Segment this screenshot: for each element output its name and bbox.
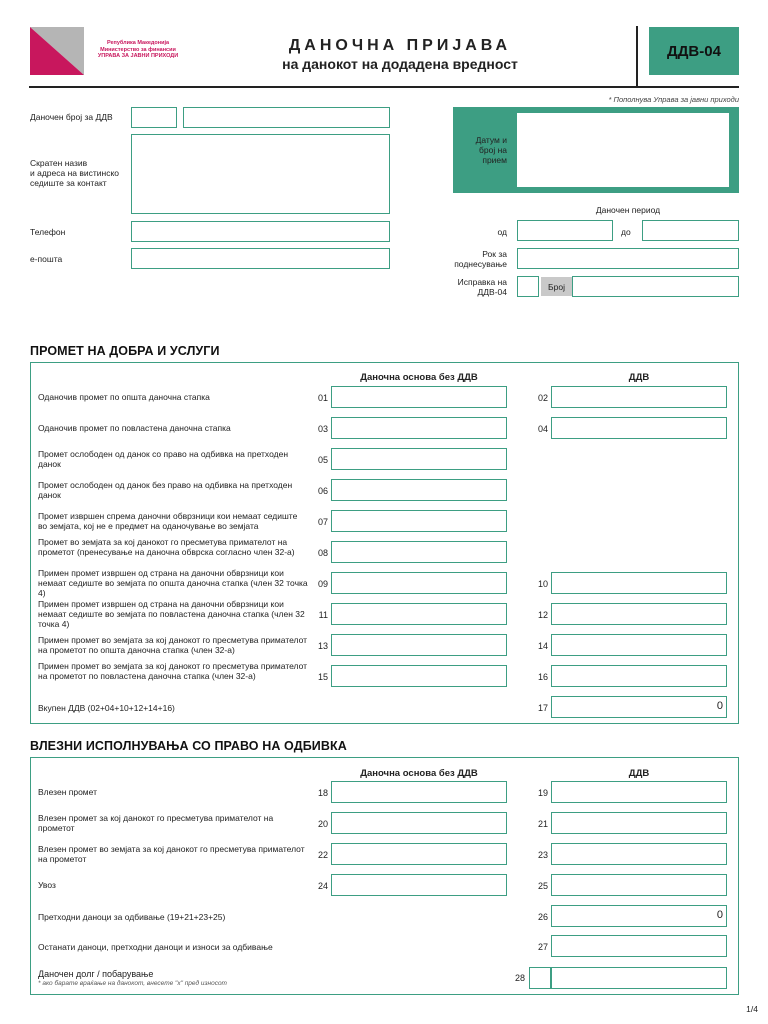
total-vat-label: Вкупен ДДВ (02+04+10+12+14+16) [38, 703, 175, 713]
prev-taxes-value: 0 [716, 909, 723, 921]
header-rule [29, 86, 739, 88]
row-base-number: 06 [317, 486, 328, 496]
row-vat-number: 02 [537, 393, 548, 403]
row-base-number: 07 [317, 517, 328, 527]
row-base-number: 03 [317, 424, 328, 434]
row-vat-field[interactable] [551, 572, 727, 594]
row-vat-field[interactable] [551, 603, 727, 625]
row-base-field[interactable] [331, 843, 507, 865]
row-label: Промет во земјата за кој данокот го пресметува примателот на прометот (пренесување на даночна обврска согласно член 32-а) [38, 537, 295, 557]
row-vat-field[interactable] [551, 665, 727, 687]
row-vat-field[interactable] [551, 417, 727, 439]
row-vat-number: 04 [537, 424, 548, 434]
row-label: Промет ослободен од данок без право на одбивка на претходен данок [38, 480, 293, 500]
row-base-field[interactable] [331, 417, 507, 439]
debt-label: Даночен долг / побарување [38, 969, 154, 979]
org-line-1: Република Македонија [106, 40, 170, 46]
org-line-3: УПРАВА ЗА ЈАВНИ ПРИХОДИ [97, 53, 179, 59]
section1-title: ПРОМЕТ НА ДОБРА И УСЛУГИ [30, 344, 220, 358]
name-address-label: Скратен назив и адреса на вистинско седиште за контакт [30, 158, 120, 188]
receipt-field[interactable] [517, 113, 729, 187]
row-vat-field[interactable] [551, 812, 727, 834]
row-base-field[interactable] [331, 603, 507, 625]
row-base-number: 22 [317, 850, 328, 860]
section1-col-vat: ДДВ [628, 372, 650, 383]
row-vat-number: 19 [537, 788, 548, 798]
other-taxes-field[interactable] [551, 935, 727, 957]
form-code: ДДВ-04 [667, 42, 721, 60]
logo [30, 27, 84, 75]
phone-field[interactable] [131, 221, 390, 242]
row-base-field[interactable] [331, 874, 507, 896]
row-label: Примен промет извршен од страна на даночни обврзници кои немаат седиште во земјата по повластена даночна стапка (член 32 точка 4) [38, 599, 305, 629]
row-label: Промет ослободен од данок со право на одбивка на претходен данок [38, 449, 289, 469]
name-address-field[interactable] [131, 134, 390, 214]
correction-number-field[interactable] [572, 276, 739, 297]
row-base-number: 13 [317, 641, 328, 651]
total-vat-value: 0 [716, 700, 723, 712]
period-to-field[interactable] [642, 220, 739, 241]
prev-taxes-label: Претходни даноци за одбивање (19+21+23+25) [38, 912, 226, 922]
office-note: * Пополнува Управа за јавни приходи [608, 95, 739, 104]
number-tag-label: Број [548, 281, 565, 292]
email-label: е-пошта [30, 254, 63, 264]
org-name [88, 40, 188, 60]
row-base-field[interactable] [331, 812, 507, 834]
page-number: 1/4 [746, 1004, 758, 1014]
email-field[interactable] [131, 248, 390, 269]
correction-checkbox[interactable] [517, 276, 539, 297]
row-base-field[interactable] [331, 510, 507, 532]
row-base-field[interactable] [331, 665, 507, 687]
total-vat-num: 17 [537, 703, 548, 713]
page-title: ДАНОЧНА ПРИЈАВА [288, 37, 512, 54]
row-base-number: 01 [317, 393, 328, 403]
row-label: Оданочив промет по општа даночна стапка [38, 392, 210, 402]
row-base-number: 18 [317, 788, 328, 798]
correction-label: Исправка на ДДВ-04 [457, 277, 507, 297]
row-label: Увоз [38, 880, 56, 890]
row-label: Примен промет во земјата за кој данокот го пресметува примателот на прометот по повластена даночна стапка (член 32-а) [38, 661, 308, 681]
section2-col-base: Даночна основа без ДДВ [360, 768, 478, 779]
row-vat-number: 23 [537, 850, 548, 860]
section2-col-vat: ДДВ [628, 768, 650, 779]
period-to-label: до [621, 227, 631, 237]
row-vat-number: 16 [537, 672, 548, 682]
row-base-field[interactable] [331, 572, 507, 594]
row-vat-field[interactable] [551, 781, 727, 803]
period-from-label: од [497, 227, 507, 237]
debt-field[interactable] [551, 967, 727, 989]
row-label: Влезен промет во земјата за кој данокот го пресметува примателот на прометот [38, 844, 305, 864]
form-code-badge [649, 27, 739, 75]
row-base-field[interactable] [331, 781, 507, 803]
org-line-2: Министерство за финансии [100, 46, 176, 53]
vat-number-label: Даночен број за ДДВ [30, 112, 113, 122]
row-base-number: 05 [317, 455, 328, 465]
phone-label: Телефон [30, 227, 66, 237]
row-vat-number: 25 [537, 881, 548, 891]
receipt-label: Датум и број на прием [475, 135, 507, 165]
deadline-field[interactable] [517, 248, 739, 269]
debt-num: 28 [514, 973, 525, 983]
debt-sign-field[interactable] [529, 967, 551, 989]
row-vat-field[interactable] [551, 386, 727, 408]
row-vat-field[interactable] [551, 874, 727, 896]
row-base-field[interactable] [331, 479, 507, 501]
row-label: Примен промет во земјата за кој данокот го пресметува примателот на прометот по општа даночна стапка (член 32-а) [38, 635, 308, 655]
debt-note: * ако барате враќање на данокот, внесете "x" пред износот [38, 980, 227, 987]
vat-number-field[interactable] [183, 107, 390, 128]
row-vat-number: 21 [537, 819, 548, 829]
row-base-number: 24 [317, 881, 328, 891]
row-label: Примен промет извршен од страна на даночни обврзници кои немаат седиште во земјата по општа даночна стапка (член 32 точка 4) [38, 568, 308, 598]
row-vat-number: 12 [537, 610, 548, 620]
row-label: Оданочив промет по повластена даночна стапка [38, 423, 231, 433]
section2-title: ВЛЕЗНИ ИСПОЛНУВАЊА СО ПРАВО НА ОДБИВКА [30, 739, 347, 753]
header-divider [636, 26, 638, 86]
row-base-number: 08 [317, 548, 328, 558]
prev-taxes-num: 26 [537, 912, 548, 922]
row-label: Промет извршен спрема даночни обврзници кои немаат седиште во земјата, кој не е предмет на оданочување во земјата [38, 511, 298, 531]
row-label: Влезен промет [38, 787, 97, 797]
vat-number-prefix-field[interactable] [131, 107, 177, 128]
page-subtitle: на данокот на додадена вредност [282, 56, 518, 72]
tax-period-label: Даночен период [595, 205, 661, 215]
other-taxes-num: 27 [537, 942, 548, 952]
row-vat-number: 14 [537, 641, 548, 651]
deadline-label: Рок за поднесување [454, 249, 507, 269]
row-base-number: 15 [317, 672, 328, 682]
row-base-field[interactable] [331, 448, 507, 470]
row-base-number: 09 [317, 579, 328, 589]
period-from-field[interactable] [517, 220, 613, 241]
row-vat-field[interactable] [551, 634, 727, 656]
row-vat-field[interactable] [551, 843, 727, 865]
row-base-number: 20 [317, 819, 328, 829]
row-label: Влезен промет за кој данокот го пресметува примателот на прометот [38, 813, 274, 833]
row-base-number: 11 [318, 610, 328, 620]
row-base-field[interactable] [331, 386, 507, 408]
row-vat-number: 10 [537, 579, 548, 589]
section1-col-base: Даночна основа без ДДВ [360, 372, 478, 383]
row-base-field[interactable] [331, 634, 507, 656]
row-base-field[interactable] [331, 541, 507, 563]
other-taxes-label: Останати даноци, претходни даноци и износи за одбивање [38, 942, 273, 952]
number-tag [541, 277, 572, 296]
